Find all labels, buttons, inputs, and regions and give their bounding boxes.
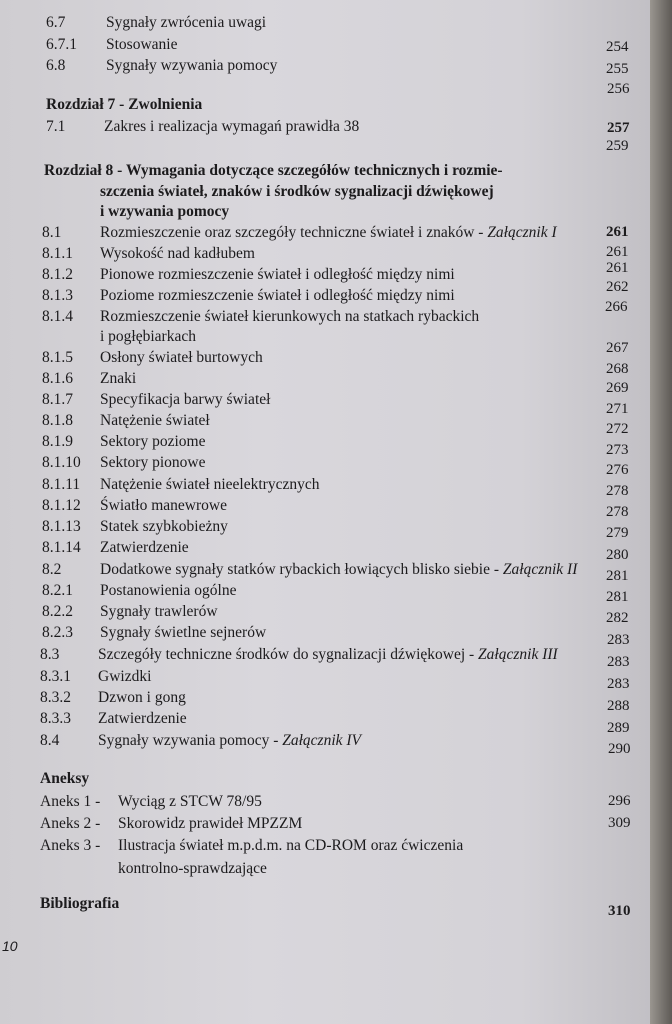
toc-entry xyxy=(0,340,650,371)
entry-page: 269 xyxy=(606,380,629,396)
entry-title: Specyfikacja barwy świateł xyxy=(100,391,271,408)
entry-page: 278 xyxy=(606,483,629,499)
toc-entry xyxy=(0,815,650,837)
entry-title: Poziome rozmieszczenie świateł i odległość między nimi xyxy=(100,287,455,304)
entry-title: Postanowienia ogólne xyxy=(100,582,237,599)
section-heading xyxy=(0,895,650,917)
entry-number: 6.7 xyxy=(46,14,66,31)
entry-title: Skorowidz prawideł MPZZM xyxy=(118,815,303,832)
entry-title: Sygnały wzywania pomocy - Załącznik IV xyxy=(98,732,362,749)
entry-title: kontrolno-sprawdzające xyxy=(118,860,267,877)
entry-number: 8.1.14 xyxy=(42,539,81,556)
entry-page: 289 xyxy=(607,720,630,736)
entry-title: Szczegóły techniczne środków do sygnalizacji dźwiękowej - Załącznik III xyxy=(98,646,558,663)
entry-number: 8.1.9 xyxy=(42,433,73,450)
entry-title: Sygnały trawlerów xyxy=(100,603,218,620)
entry-page: 256 xyxy=(607,81,630,97)
entry-page: 290 xyxy=(608,741,631,757)
chapter-heading xyxy=(0,96,650,118)
toc-entry xyxy=(0,14,650,36)
entry-page: 283 xyxy=(607,632,630,648)
entry-number: 8.1.6 xyxy=(42,370,73,387)
toc-entry xyxy=(0,380,650,413)
entry-number: 6.8 xyxy=(46,57,66,74)
entry-number: 8.1.2 xyxy=(42,266,73,283)
entry-page: 254 xyxy=(606,39,629,55)
entry-page: 296 xyxy=(608,793,631,809)
entry-page: 262 xyxy=(606,279,629,295)
entry-number: 8.2 xyxy=(42,561,62,578)
entry-title: Statek szybkobieżny xyxy=(100,518,228,535)
heading-text: szczenia świateł, znaków i środków sygnalizacji dźwiękowej xyxy=(100,183,494,200)
heading-text: Rozdział 8 - Wymagania dotyczące szczegółów technicznych i rozmie- xyxy=(44,162,503,179)
entry-title: Zatwierdzenie xyxy=(98,710,187,727)
entry-title: Osłony świateł burtowych xyxy=(100,349,263,366)
entry-page: 278 xyxy=(606,504,629,520)
toc-entry xyxy=(0,299,650,330)
toc-entry xyxy=(0,57,650,79)
toc-entry xyxy=(0,224,650,246)
heading-text: Bibliografia xyxy=(40,895,120,912)
entry-number: 8.3 xyxy=(40,646,60,663)
entry-page: 261 xyxy=(606,224,629,240)
entry-page: 267 xyxy=(606,340,629,356)
entry-title: Rozmieszczenie świateł kierunkowych na statkach rybackich xyxy=(100,308,480,325)
entry-page: 283 xyxy=(607,654,630,670)
toc-entry xyxy=(0,837,650,859)
entry-page: 266 xyxy=(605,299,628,315)
entry-number: 8.1.5 xyxy=(42,349,73,366)
entry-number: Aneks 2 - xyxy=(40,815,101,832)
entry-page: 282 xyxy=(606,610,629,626)
entry-page: 310 xyxy=(608,903,631,919)
entry-number: 8.3.1 xyxy=(40,668,71,685)
entry-number: 8.2.1 xyxy=(42,582,73,599)
entry-title: Natężenie świateł xyxy=(100,412,210,429)
entry-number: 8.1.8 xyxy=(42,412,73,429)
entry-number: 8.1.11 xyxy=(42,476,81,493)
toc-entry xyxy=(0,138,650,160)
toc-entry xyxy=(0,260,650,288)
entry-page: 255 xyxy=(606,61,629,77)
entry-number: 8.1.12 xyxy=(42,497,81,514)
entry-number: 6.7.1 xyxy=(46,36,77,53)
toc-entry xyxy=(0,118,650,140)
entry-number: Aneks 3 - xyxy=(40,837,101,854)
entry-title: Znaki xyxy=(100,370,137,387)
entry-page: 281 xyxy=(606,568,629,584)
entry-page: 271 xyxy=(606,401,629,417)
entry-number: 8.1.10 xyxy=(42,454,81,471)
entry-title: Sygnały zwrócenia uwagi xyxy=(106,14,267,31)
entry-title: Gwizdki xyxy=(98,668,152,685)
entry-number: 8.1.1 xyxy=(42,245,73,262)
entry-page: 261 xyxy=(606,244,629,260)
entry-number: Aneks 1 - xyxy=(40,793,101,810)
page-folio: 10 xyxy=(2,938,18,954)
entry-page: 276 xyxy=(606,462,629,478)
chapter-heading xyxy=(0,162,650,184)
page-edge xyxy=(650,0,672,1024)
entry-title: Dodatkowe sygnały statków rybackich łowiących blisko siebie - Załącznik II xyxy=(100,561,578,578)
entry-page: 283 xyxy=(607,676,630,692)
entry-title: Pionowe rozmieszczenie świateł i odległość między nimi xyxy=(100,266,455,283)
entry-number: 8.2.2 xyxy=(42,603,73,620)
entry-title: Sektory poziome xyxy=(100,433,206,450)
chapter-heading xyxy=(0,203,650,225)
entry-title: Stosowanie xyxy=(106,36,178,53)
toc-entry xyxy=(0,698,650,732)
chapter-heading xyxy=(0,183,650,205)
toc-entry xyxy=(0,741,650,763)
entry-number: 7.1 xyxy=(46,118,66,135)
entry-title: Wysokość nad kadłubem xyxy=(100,245,255,262)
entry-number: 8.4 xyxy=(40,732,60,749)
entry-page: 272 xyxy=(606,421,629,437)
entry-number: 8.1 xyxy=(42,224,62,241)
heading-text: i wzywania pomocy xyxy=(100,203,230,220)
entry-page: 281 xyxy=(606,589,629,605)
entry-number: 8.1.3 xyxy=(42,287,73,304)
entry-title: Rozmieszczenie oraz szczegóły techniczne świateł i znaków - Załącznik I xyxy=(100,224,557,241)
toc-entry xyxy=(0,442,650,476)
entry-page: 288 xyxy=(607,698,630,714)
entry-page: 268 xyxy=(606,361,629,377)
entry-number: 8.1.4 xyxy=(42,308,73,325)
section-heading xyxy=(0,770,650,792)
entry-number: 8.1.13 xyxy=(42,518,81,535)
toc-entry xyxy=(0,36,650,58)
entry-page: 261 xyxy=(606,260,629,276)
entry-number: 8.3.3 xyxy=(40,710,71,727)
toc-entry xyxy=(0,860,650,882)
entry-page: 257 xyxy=(607,120,630,136)
entry-title: Zakres i realizacja wymagań prawidła 38 xyxy=(104,118,360,135)
heading-text: Aneksy xyxy=(40,770,90,787)
heading-text: Rozdział 7 - Zwolnienia xyxy=(46,96,203,113)
entry-title: Zatwierdzenie xyxy=(100,539,189,556)
toc-entry xyxy=(0,245,650,267)
toc-entry xyxy=(0,421,650,455)
entry-page: 279 xyxy=(606,525,629,541)
entry-page: 273 xyxy=(606,442,629,458)
toc-entry xyxy=(0,279,650,309)
entry-page: 309 xyxy=(608,815,631,831)
entry-title: Sektory pionowe xyxy=(100,454,206,471)
entry-title: Sygnały świetlne sejnerów xyxy=(100,624,267,641)
entry-title: Sygnały wzywania pomocy xyxy=(106,57,278,74)
entry-title: Dzwon i gong xyxy=(98,689,186,706)
toc-entry xyxy=(0,401,650,434)
toc-entry xyxy=(0,361,650,392)
entry-title: Natężenie świateł nieelektrycznych xyxy=(100,476,320,493)
entry-page: 280 xyxy=(606,547,629,563)
entry-title: Ilustracja świateł m.p.d.m. na CD-ROM oraz ćwiczenia xyxy=(118,837,464,854)
entry-title: i pogłębiarkach xyxy=(100,328,196,345)
entry-title: Wyciąg z STCW 78/95 xyxy=(118,793,262,810)
entry-number: 8.1.7 xyxy=(42,391,73,408)
toc-entry xyxy=(0,328,650,350)
entry-page: 259 xyxy=(606,138,629,154)
entry-number: 8.2.3 xyxy=(42,624,73,641)
entry-number: 8.3.2 xyxy=(40,689,71,706)
toc-entry xyxy=(0,793,650,815)
entry-title: Światło manewrowe xyxy=(100,497,227,514)
